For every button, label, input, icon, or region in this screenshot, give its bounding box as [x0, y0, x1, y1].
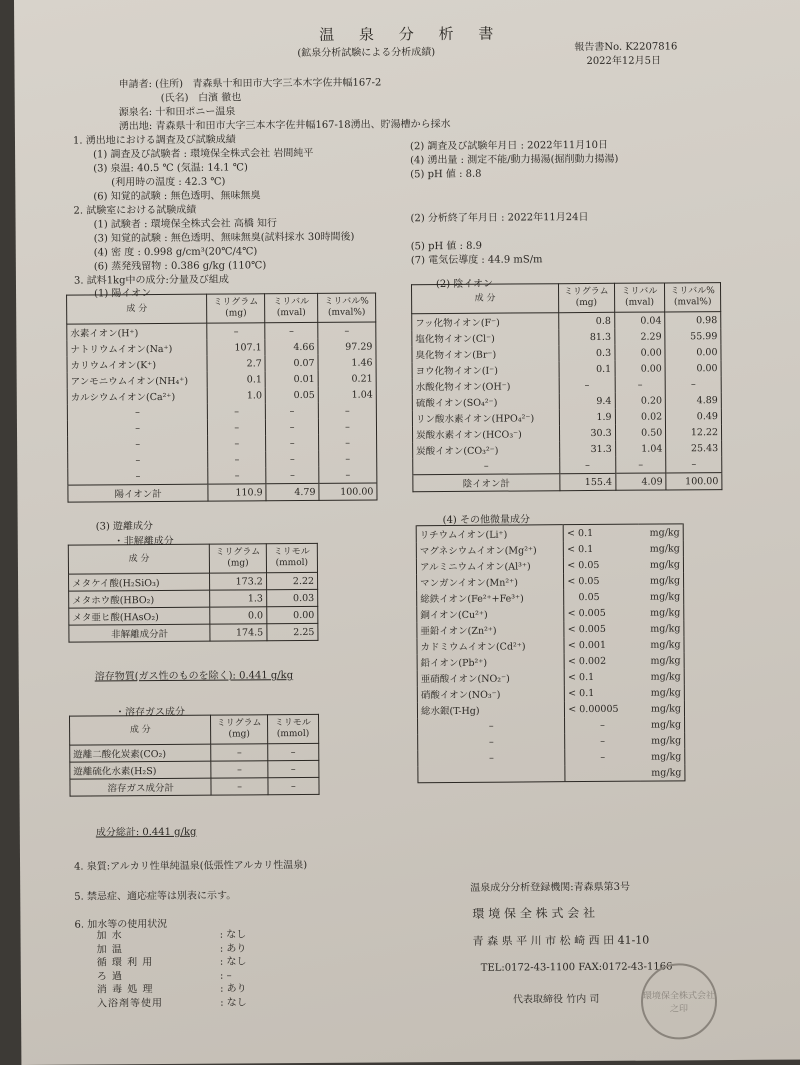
water-usage-list	[96, 928, 246, 1010]
section1-item: (4) 湧出量 : 測定不能/動力揚湯(掘削動力揚湯)	[410, 153, 619, 167]
table-row: – – – –	[67, 418, 376, 436]
usage-item: ろ 過 : –	[96, 970, 232, 982]
col-header: ミリグラム (mg)	[207, 294, 265, 323]
section1-item: (利用時の温度 : 42.3 ℃)	[111, 176, 226, 189]
table-row: 銅イオン(Cu²⁺) < 0.005 mg/kg	[417, 604, 684, 622]
trace-table	[416, 523, 686, 783]
total-row: 陰イオン計 155.4 4.09 100.00	[413, 473, 722, 492]
table-row: ヨウ化物イオン(I⁻) 0.1 0.00 0.00	[412, 360, 721, 378]
col-header: ミリモル (mmol)	[266, 543, 317, 572]
table-row: 硝酸イオン(NO₃⁻) < 0.1 mg/kg	[417, 684, 684, 702]
company-seal-stamp: 環境保全株式会社之印	[641, 963, 718, 1040]
col-header: ミリバル (mval)	[265, 293, 318, 322]
table-row: アンモニウムイオン(NH₄⁺) 0.1 0.01 0.21	[67, 370, 376, 388]
registration-number: 温泉成分分析登録機関:青森県第3号	[470, 881, 630, 894]
col-header: ミリグラム (mg)	[558, 283, 614, 312]
section2-item: (2) 分析終了年月日 : 2022年11月24日	[410, 211, 589, 225]
table-row: – – mg/kg	[418, 716, 685, 734]
trace-components-label: (4) その他微量成分	[442, 514, 531, 527]
section2-item: (4) 密 度 : 0.998 g/cm³(20℃/4℃)	[93, 246, 258, 259]
dissolved-gas-label: ・溶存ガス成分	[114, 706, 186, 719]
col-header: ミリバル (mval)	[614, 283, 665, 312]
cation-table	[66, 292, 377, 502]
table-row: – – – –	[67, 402, 376, 420]
table-row: 水素イオン(H⁺) – – –	[67, 322, 376, 341]
table-row: 遊離硫化水素(H₂S) – –	[70, 760, 319, 779]
table-row: – – mg/kg	[418, 748, 685, 766]
source-name: 源泉名: 十和田ポニー温泉	[118, 106, 236, 119]
usage-item: 消 毒 処 理 : あり	[96, 983, 247, 996]
section3-heading: 3. 試料1kg中の成分:分量及び組成	[73, 274, 229, 287]
company-contact: TEL:0172-43-1100 FAX:0172-43-1166	[480, 961, 673, 974]
nondissociated-table	[68, 543, 319, 643]
company-name: 環 境 保 全 株 式 会 社	[472, 905, 596, 921]
section6-heading: 6. 加水等の使用状況	[74, 918, 168, 931]
col-header: ミリグラム (mg)	[211, 715, 268, 744]
table-row: マンガンイオン(Mn²⁺) < 0.05 mg/kg	[417, 572, 684, 590]
section1-item: (3) 泉温: 40.5 ℃ (気温: 14.1 ℃)	[93, 162, 248, 175]
contraindications-note: 5. 禁忌症、適応症等は別表に示す。	[74, 890, 237, 903]
grand-total: 成分総計: 0.441 g/kg	[95, 826, 197, 839]
section1-item: (1) 調査及び試験者 : 環境保全株式会社 岩間純平	[93, 147, 314, 161]
dissolved-matter: 溶存物質(ガス性のものを除く): 0.441 g/kg	[94, 670, 294, 683]
usage-item: 循 環 利 用 : なし	[96, 956, 247, 969]
table-row: マグネシウムイオン(Mg²⁺) < 0.1 mg/kg	[416, 540, 683, 558]
usage-item: 加 水 : なし	[96, 929, 247, 942]
table-row: 炭酸イオン(CO₃²⁻) 31.3 1.04 25.43	[413, 440, 722, 458]
table-row: メタケイ酸(H₂SiO₃) 173.2 2.22	[69, 572, 318, 591]
section1-heading: 1. 湧出地における調査及び試験成績	[72, 134, 236, 147]
company-address: 青 森 県 平 川 市 松 崎 西 田 41-10	[472, 933, 650, 948]
document-title: 温 泉 分 析 書	[319, 24, 504, 44]
cations-label: (1) 陽イオン	[94, 288, 152, 300]
table-row: – – – –	[68, 466, 377, 485]
col-header: ミリグラム (mg)	[210, 544, 267, 573]
table-row: カドミウムイオン(Cd²⁺) < 0.001 mg/kg	[417, 636, 684, 654]
table-row: メタ亜ヒ酸(HAsO₂) 0.0 0.00	[69, 606, 318, 625]
section2-item: (6) 蒸発残留物 : 0.386 g/kg (110℃)	[93, 260, 267, 273]
report-number: 報告書No. K2207816	[574, 41, 678, 54]
section2-item: (3) 知覚的試験 : 無色透明、無味無臭(試料採水 30時間後)	[93, 231, 355, 245]
usage-item: 入浴剤等使用 : なし	[96, 996, 247, 1009]
section2-item: (5) pH 値 : 8.9	[410, 240, 483, 253]
table-row: 鉛イオン(Pb²⁺) < 0.002 mg/kg	[417, 652, 684, 670]
table-row: – – – –	[413, 456, 722, 475]
table-row: ナトリウムイオン(Na⁺) 107.1 4.66 97.29	[67, 338, 376, 356]
table-row: 臭化物イオン(Br⁻) 0.3 0.00 0.00	[412, 344, 721, 362]
analysis-document	[14, 0, 800, 1065]
table-row: 総鉄イオン(Fe²⁺+Fe³⁺) 0.05 mg/kg	[417, 588, 684, 606]
total-row: 非解離成分計 174.5 2.25	[69, 623, 318, 642]
usage-item: 加 温 : あり	[96, 942, 247, 955]
table-row: – – – –	[68, 434, 377, 452]
table-row: アルミニウムイオン(Al³⁺) < 0.05 mg/kg	[416, 556, 683, 574]
col-header: 成 分	[67, 294, 207, 324]
table-row: カリウムイオン(K⁺) 2.7 0.07 1.46	[67, 354, 376, 372]
section1-item: (5) pH 値 : 8.8	[410, 168, 482, 181]
free-components-label: (3) 遊離成分	[95, 521, 154, 533]
table-row: フッ化物イオン(F⁻) 0.8 0.04 0.98	[412, 312, 721, 331]
table-row: リン酸水素イオン(HPO₄²⁻) 1.9 0.02 0.49	[412, 408, 721, 426]
table-row: 遊離二酸化炭素(CO₂) – –	[70, 743, 319, 762]
table-row: 総水銀(T-Hg) < 0.00005 mg/kg	[417, 700, 684, 718]
anion-table	[411, 282, 722, 492]
table-row: 硫酸イオン(SO₄²⁻) 9.4 0.20 4.89	[412, 392, 721, 410]
col-header: 成 分	[411, 284, 558, 314]
table-row: リチウムイオン(Li⁺) < 0.1 mg/kg	[416, 524, 683, 542]
section2-item: (1) 試験者 : 環境保全株式会社 高橋 知行	[93, 218, 278, 231]
col-header: ミリモル (mmol)	[267, 714, 318, 743]
table-row: メタホウ酸(HBO₂) 1.3 0.03	[69, 589, 318, 608]
total-row: 陽イオン計 110.9 4.79 100.00	[68, 483, 377, 502]
table-row: 亜硝酸イオン(NO₂⁻) < 0.1 mg/kg	[417, 668, 684, 686]
table-row: 亜鉛イオン(Zn²⁺) < 0.005 mg/kg	[417, 620, 684, 638]
representative: 代表取締役 竹内 司	[512, 993, 600, 1006]
total-row: 溶存ガス成分計 – –	[70, 777, 319, 796]
table-row: – – mg/kg	[418, 732, 685, 750]
section2-item: (7) 電気伝導度 : 44.9 mS/m	[410, 254, 543, 267]
dissolved-gas-table	[69, 714, 320, 797]
table-row: カルシウムイオン(Ca²⁺) 1.0 0.05 1.04	[67, 386, 376, 404]
report-date: 2022年12月5日	[586, 55, 662, 68]
table-row: mg/kg	[418, 764, 685, 782]
applicant-name: (氏名) 白濱 徹也	[160, 92, 242, 104]
table-row: 塩化物イオン(Cl⁻) 81.3 2.29 55.99	[412, 328, 721, 346]
document-subtitle: (鉱泉分析試験による分析成績)	[297, 47, 436, 60]
section1-item: (2) 調査及び試験年月日 : 2022年11月10日	[409, 139, 609, 153]
spring-quality: 4. 泉質:アルカリ性単純温泉(低張性アルカリ性温泉)	[74, 859, 308, 873]
anions-label: (2) 陰イオン	[435, 278, 494, 291]
table-row: 炭酸水素イオン(HCO₃⁻) 30.3 0.50 12.22	[412, 424, 721, 442]
col-header: ミリバル% (mval%)	[318, 293, 376, 322]
source-location: 湧出地: 青森県十和田市大字三本木字佐井幅167-18湧出、貯湯槽から採水	[118, 118, 451, 133]
section1-item: (6) 知覚的試験 : 無色透明、無味無臭	[93, 190, 261, 203]
col-header: 成 分	[70, 715, 212, 745]
nondissociated-label: ・非解離成分	[113, 535, 174, 548]
table-row: 水酸化物イオン(OH⁻) – – –	[412, 376, 721, 394]
table-row: – – – –	[68, 450, 377, 468]
applicant-address: 申請者: (住所) 青森県十和田市大字三本木字佐井幅167-2	[118, 77, 382, 91]
col-header: ミリバル% (mval%)	[665, 283, 721, 312]
section2-heading: 2. 試験室における試験成績	[73, 204, 197, 217]
col-header: 成 分	[68, 544, 210, 574]
